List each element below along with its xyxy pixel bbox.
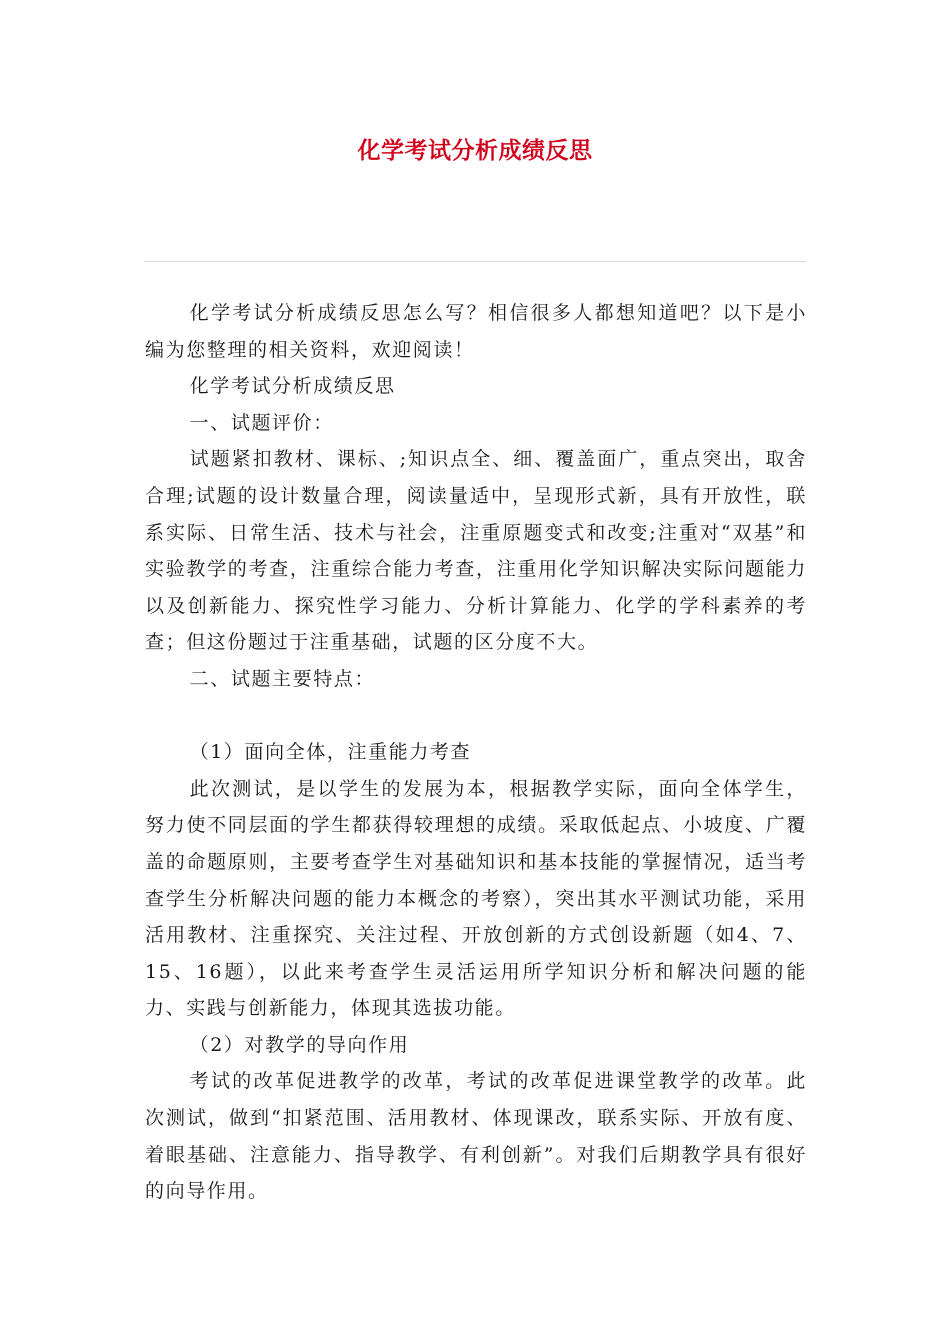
subheading-feature-1: （1）面向全体，注重能力考查 (189, 741, 472, 764)
feature-1-paragraph: 此次测试，是以学生的发展为本，根据教学实际，面向全体学生，努力使不同层面的学生都获得较理想的成绩。采取低起点、小坡度、广覆盖的命题原则，主要考查学生对基础知识和基本技能的掌握情况，适当考查学生分析解决问题的能力本概念的考察），突出其水平测试功能，采用活用教材、注重探究、关注过程、开放创新的方式创设新题（如4、7、15、16题），以此来考查学生灵活运用所学知识分析和解决问题的能力、实践与创新能力，体现其选拔功能。 (145, 777, 807, 1020)
subheading-feature-2: （2）对教学的导向作用 (189, 1033, 410, 1056)
intro-paragraph: 化学考试分析成绩反思怎么写？相信很多人都想知道吧？以下是小编为您整理的相关资料，欢迎阅读！ (145, 302, 807, 361)
section-heading-evaluation: 一、试题评价： (189, 411, 334, 434)
evaluation-paragraph: 试题紧扣教材、课标、;知识点全、细、覆盖面广，重点突出，取舍合理;试题的设计数量合理，阅读量适中，呈现形式新，具有开放性，联系实际、日常生活、技术与社会，注重原题变式和改变;注重对“双基”和实验教学的考查，注重综合能力考查，注重用化学知识解决实际问题能力以及创新能力、探究性学习能力、分析计算能力、化学的学科素养的考查；但这份题过于注重基础，试题的区分度不大。 (145, 448, 807, 654)
blank-line (145, 698, 807, 735)
document-body (145, 295, 807, 1210)
section-heading-features: 二、试题主要特点： (189, 667, 376, 690)
document-title: 化学考试分析成绩反思 (357, 138, 593, 164)
title-divider (144, 261, 806, 262)
feature-2-paragraph: 考试的改革促进教学的改革，考试的改革促进课堂教学的改革。此次测试，做到“扣紧范围、活用教材、体现课改，联系实际、开放有度、着眼基础、注意能力、指导教学、有利创新”。对我们后期教学具有很好的向导作用。 (145, 1070, 807, 1203)
section-heading-main: 化学考试分析成绩反思 (189, 375, 396, 398)
